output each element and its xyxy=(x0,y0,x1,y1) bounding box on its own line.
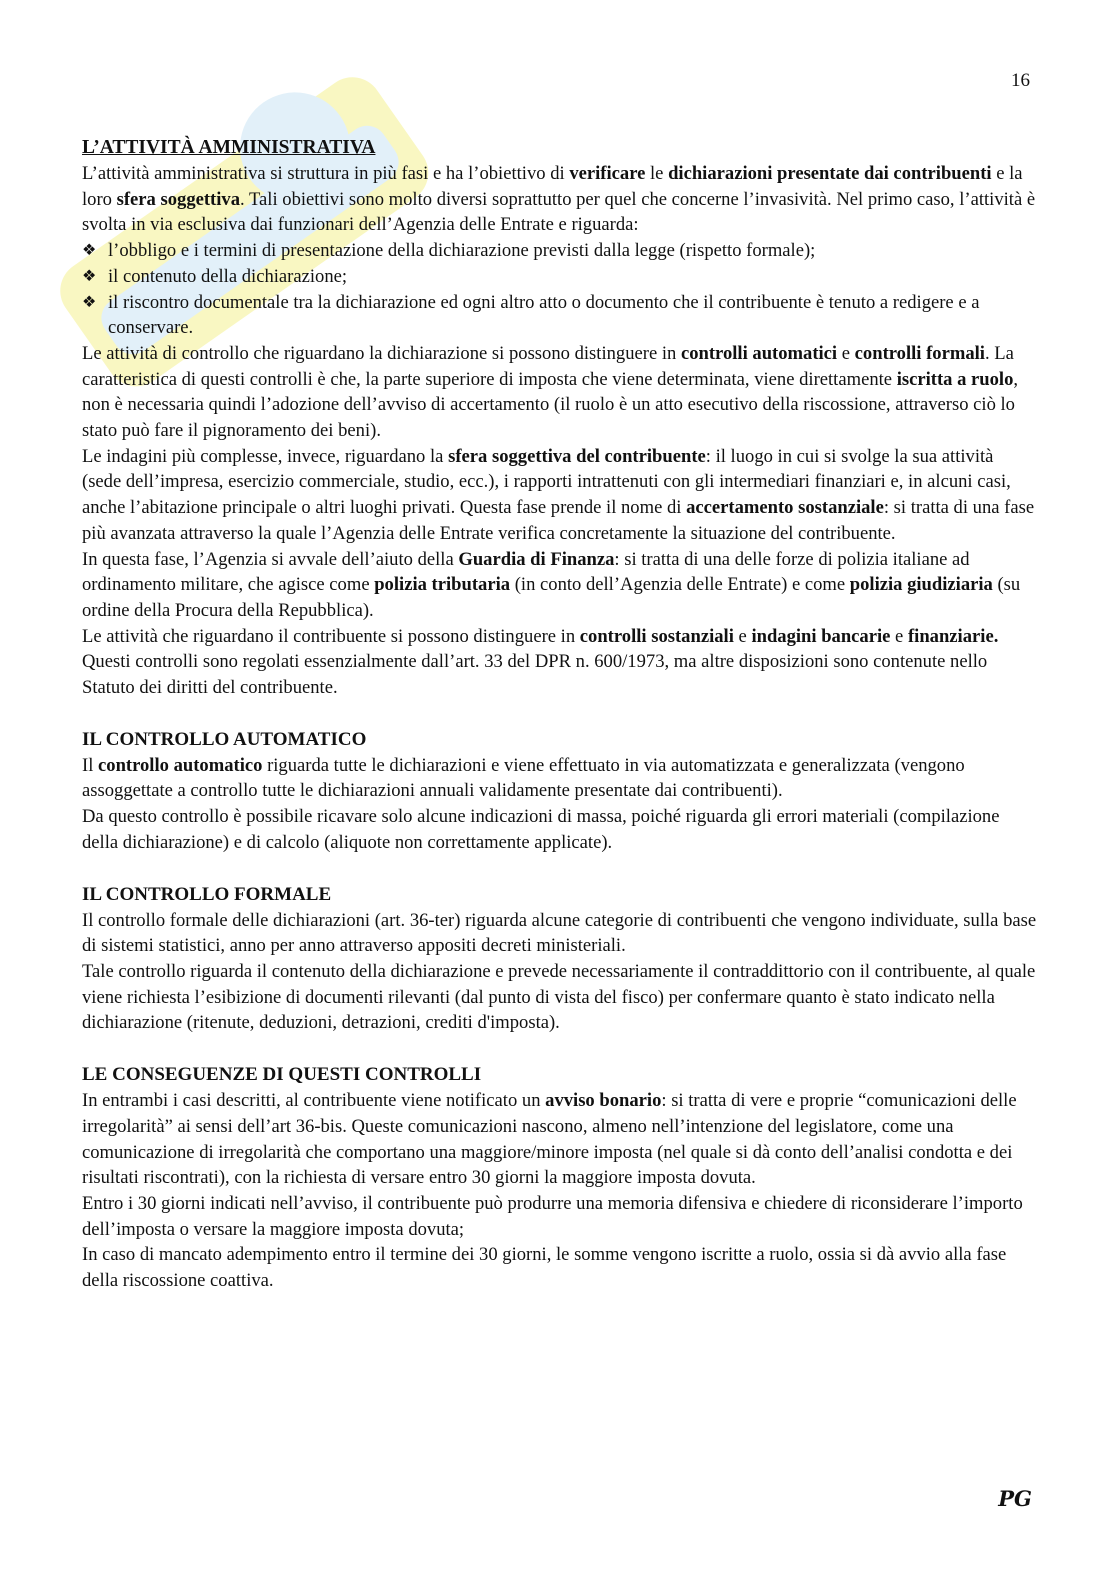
text-run: : si tratta di una fase più avanzata attraverso la quale l’Agenzia delle Entrate verifica concretamente la situazione del contribuente. xyxy=(82,497,1035,544)
bold-term: Guardia di Finanza xyxy=(458,548,615,570)
paragraph xyxy=(82,1088,1037,1191)
paragraph xyxy=(82,1191,1037,1242)
text-run: Le indagini più complesse, invece, riguardano la xyxy=(82,445,449,467)
paragraph xyxy=(82,753,1037,804)
text-run: In caso di mancato adempimento entro il termine dei 30 giorni, le somme vengono iscritte a ruolo, ossia si dà avvio alla fase della riscossione coattiva. xyxy=(82,1244,1007,1292)
bold-term: polizia giudiziaria xyxy=(849,574,993,596)
paragraph xyxy=(82,908,1037,959)
text-run: Entro i 30 giorni indicati nell’avviso, il contribuente può produrre una memoria difensiva e chiedere di riconsiderare l’importo dell’imposta o versare la maggiore imposta dovuta; xyxy=(82,1192,1023,1240)
text-run: , non è necessaria quindi l’adozione dell’avviso di accertamento (il ruolo è un atto esecutivo della riscossione, attraverso ciò lo stato può fare il pignoramento dei beni). xyxy=(82,368,1019,442)
bold-term: sfera soggettiva xyxy=(116,188,241,210)
bold-term: accertamento sostanziale xyxy=(686,497,884,519)
text-run: : si tratta di vere e proprie “comunicazioni delle irregolarità” ai sensi dell’art 36-bis. Queste comunicazioni nascono, almeno nell’intenzione del legislatore, come una comunicazione di irregolarità che comportano una maggiore/minore imposta (nel quale si dà conto dell’analisi condotta e dei risultati riscontrati), con la richiesta di versare entro 30 giorni la maggiore imposta dovuta. xyxy=(82,1090,1017,1189)
list-item: ❖ l’obbligo e i termini di presentazione della dichiarazione previsti dalla legge (rispetto formale); xyxy=(82,238,1037,264)
paragraph xyxy=(82,161,1037,238)
section-title-controllo-formale: IL CONTROLLO FORMALE xyxy=(82,883,332,905)
paragraph xyxy=(82,1242,1037,1293)
text-run: Le attività di controllo che riguardano la dichiarazione si possono distinguere in xyxy=(82,342,681,364)
text-run: Il xyxy=(82,754,99,776)
text-run: Il controllo formale delle dichiarazioni (art. 36-ter) riguarda alcune categorie di contribuenti che vengono individuate, sulla base di sistemi statistici, anno per anno attraverso appositi decreti ministeriali. xyxy=(82,909,1037,957)
paragraph xyxy=(82,959,1037,1036)
diamond-bullet-icon: ❖ xyxy=(82,267,97,285)
section-title-attivita: L’ATTIVITÀ AMMINISTRATIVA xyxy=(82,137,376,158)
paragraph xyxy=(82,341,1037,444)
text-run: Tale controllo riguarda il contenuto della dichiarazione e prevede necessariamente il contraddittorio con il contribuente, al quale viene richiesta l’esibizione di documenti rilevanti (dal punto di vista del fisco) per confermare quanto è stato indicato nella dichiarazione (ritenute, deduzioni, detrazioni, crediti d'imposta). xyxy=(82,960,1036,1034)
text-run: : il luogo in cui si svolge la sua attività (sede dell’impresa, esercizio commerciale, studio, ecc.), i rapporti intrattenuti con gli intermediari finanziari e, in alcuni casi, anche l’abitazione principale o altri luoghi privati. Questa fase prende il nome di xyxy=(82,445,1011,519)
text-run: In entrambi i casi descritti, al contribuente viene notificato un xyxy=(82,1090,546,1112)
bold-term: iscritta a ruolo xyxy=(896,368,1014,390)
text-run: Da questo controllo è possibile ricavare solo alcune indicazioni di massa, poiché riguarda gli errori materiali (compilazione della dichiarazione) e di calcolo (aliquote non correttamente applicate). xyxy=(82,806,1000,853)
bold-term: controlli automatici xyxy=(680,342,838,364)
text-run: L’attività amministrativa si struttura in più fasi e ha l’obiettivo di xyxy=(82,163,570,184)
paragraph xyxy=(82,804,1037,855)
bold-term: controlli formali xyxy=(854,342,985,364)
text-run: e xyxy=(733,625,752,647)
text-run: e xyxy=(890,625,908,647)
section-title-controllo-automatico: IL CONTROLLO AUTOMATICO xyxy=(82,728,367,750)
diamond-bullet-icon: ❖ xyxy=(82,242,97,260)
text-run: Le attività che riguardano il contribuente si possono distinguere in xyxy=(82,625,580,647)
text-run: (in conto dell’Agenzia delle Entrate) e come xyxy=(510,574,850,596)
paragraph xyxy=(82,547,1037,624)
spacer xyxy=(82,701,1037,727)
bold-term: controlli sostanziali xyxy=(579,625,734,647)
bullet-list xyxy=(82,238,1037,341)
author-initials: PG xyxy=(998,1486,1032,1511)
bold-term: finanziarie. xyxy=(907,625,999,647)
text-run: Questi controlli sono regolati essenzialmente dall’art. 33 del DPR n. 600/1973, ma altre disposizioni sono contenute nello Statuto dei diritti del contribuente. xyxy=(82,651,988,699)
paragraph xyxy=(82,624,1037,701)
bold-term: indagini bancarie xyxy=(751,625,891,647)
section-title-conseguenze: LE CONSEGUENZE DI QUESTI CONTROLLI xyxy=(82,1064,482,1086)
list-item: ❖ il riscontro documentale tra la dichiarazione ed ogni altro atto o documento che il contribuente è tenuto a redigere e a conservare. xyxy=(82,291,980,339)
bold-term: dichiarazioni presentate dai contribuenti xyxy=(668,163,992,184)
text-run: . La caratteristica di questi controlli è che, la parte superiore di imposta che viene determinata, viene direttamente xyxy=(82,342,1014,390)
list-item: ❖ il contenuto della dichiarazione; xyxy=(82,264,1037,290)
text-run: (su ordine della Procura della Repubblica). xyxy=(82,574,1021,621)
page-number: 16 xyxy=(1011,70,1030,91)
bold-term: sfera soggettiva del contribuente xyxy=(448,445,706,467)
paragraph xyxy=(82,444,1037,547)
text-run: e la loro xyxy=(82,163,1023,210)
text-run: : si tratta di una delle forze di polizia italiane ad ordinamento militare, che agisce come xyxy=(82,548,970,596)
diamond-bullet-icon: ❖ xyxy=(82,293,97,311)
bold-term: avviso bonario xyxy=(545,1090,662,1112)
text-run: e xyxy=(837,342,855,364)
bold-term: controllo automatico xyxy=(98,754,263,776)
text-run: In questa fase, l’Agenzia si avvale dell’aiuto della xyxy=(82,548,459,570)
spacer xyxy=(82,856,1037,882)
text-run: . Tali obiettivi sono molto diversi soprattutto per quel che concerne l’invasività. Nel primo caso, l’attività è svolta in via esclusiva dai funzionari dell’Agenzia delle Entrate e riguarda: xyxy=(82,188,1036,236)
text-run: le xyxy=(645,163,669,184)
spacer xyxy=(82,1036,1037,1062)
text-run: riguarda tutte le dichiarazioni e viene effettuato in via automatizzata e generalizzata (vengono assoggettate a controllo tutte le dichiarazioni annuali validamente presentate dai contribuenti). xyxy=(82,754,965,802)
document-body xyxy=(82,135,1037,1294)
bold-term: polizia tributaria xyxy=(374,574,511,596)
bold-term: verificare xyxy=(569,163,646,184)
